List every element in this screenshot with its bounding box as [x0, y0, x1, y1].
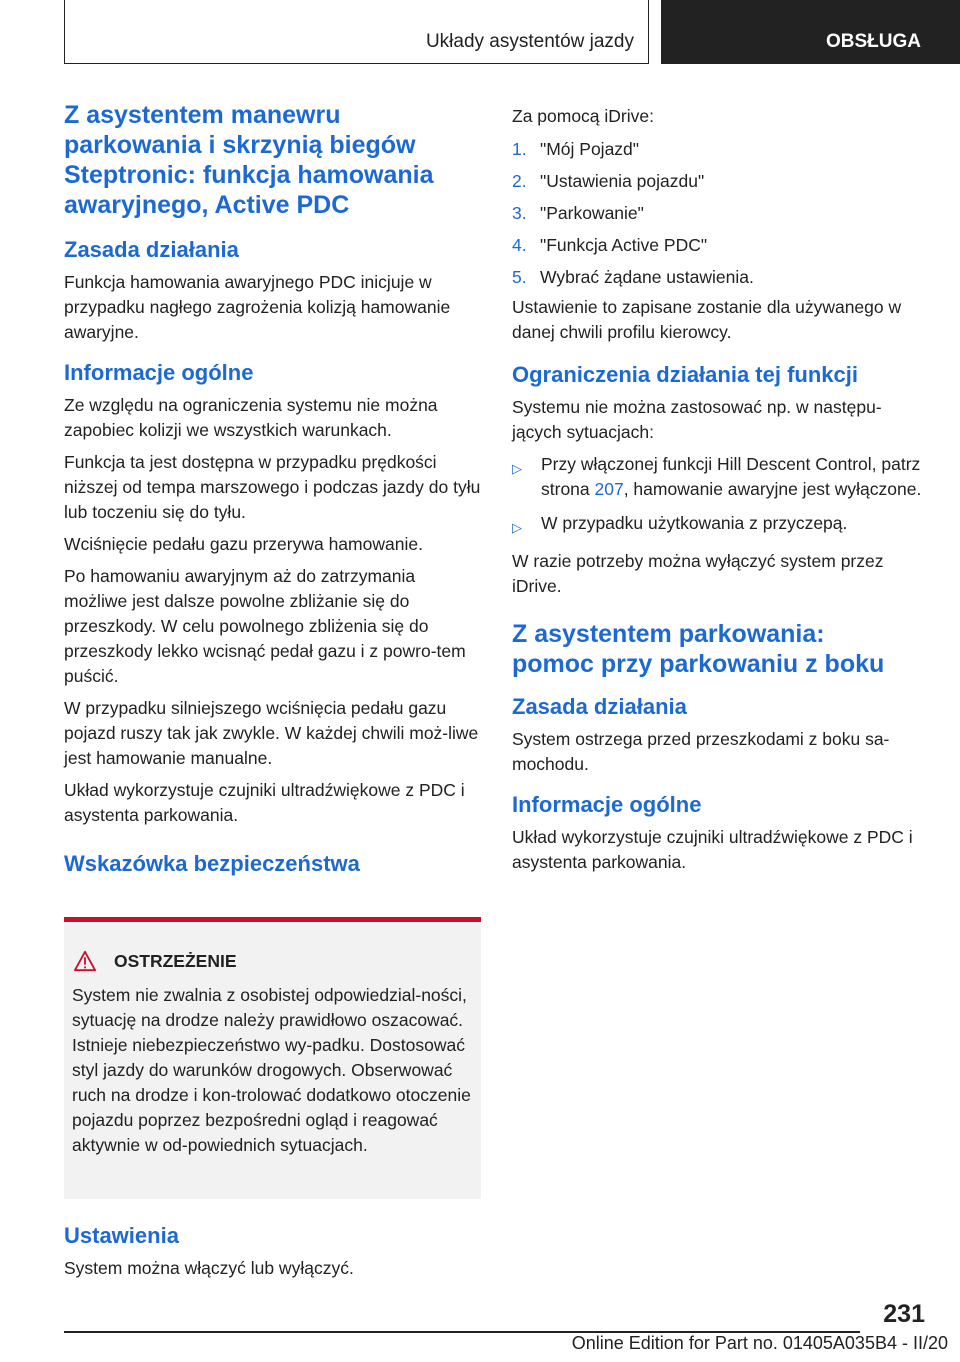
- general-paragraph: Układ wykorzystuje czujniki ultradźwiękowe z PDC i asystenta parkowania.: [64, 780, 465, 825]
- step-number: 3.: [512, 203, 527, 223]
- left-column: [64, 100, 482, 878]
- step-item: [512, 197, 922, 229]
- step-number: 2.: [512, 171, 527, 191]
- principle2-text: System ostrzega przed przeszkodami z boku sa-mochodu.: [512, 729, 890, 774]
- step-item: [512, 133, 922, 165]
- limits-item-text: [541, 452, 922, 502]
- section-heading-2: Z asystentem parkowania: pomoc przy parkowaniu z boku: [512, 620, 885, 678]
- general-paragraph: Funkcja ta jest dostępna w przypadku prędkości niższej od tempa marszowego i podczas jazdy do tyłu lub toczeniu się do tyłu.: [64, 452, 481, 522]
- limits-item: [512, 452, 922, 502]
- limits-item-text: W przypadku użytkowania z przyczepą.: [541, 513, 848, 533]
- bullet-text-post: , hamowanie awaryjne jest wyłączone.: [623, 479, 922, 499]
- page-number: 231: [883, 1300, 925, 1328]
- warning-header: [74, 950, 237, 972]
- limits-item: [512, 511, 922, 540]
- subheading-safety: Wskazówka bezpieczeństwa: [64, 851, 360, 876]
- step-text: "Ustawienia pojazdu": [540, 171, 705, 191]
- general-paragraph: Wciśnięcie pedału gazu przerywa hamowanie.: [64, 534, 423, 554]
- principle-text: Funkcja hamowania awaryjnego PDC inicjuje w przypadku nagłego zagrożenia kolizją hamowanie awaryjne.: [64, 272, 451, 342]
- step-number: 1.: [512, 139, 527, 159]
- step-text: "Mój Pojazd": [540, 139, 639, 159]
- header-title: Układy asystentów jazdy: [425, 31, 634, 52]
- general-paragraph: W przypadku silniejszego wciśnięcia pedału gazu pojazd ruszy tak jak zwykle. W każdej chwili moż-liwe jest hamowanie manualne.: [64, 698, 479, 768]
- general2-text: Układ wykorzystuje czujniki ultradźwiękowe z PDC i asystenta parkowania.: [512, 827, 913, 872]
- bullet-text-pre: Przy włączonej funkcji Hill Descent Control, patrz strona: [541, 454, 921, 499]
- step-number: 5.: [512, 267, 527, 287]
- general-paragraph: Po hamowaniu awaryjnym aż do zatrzymania możliwe jest dalsze powolne zbliżanie się do przeszkody. W celu powolnego zbliżenia się do przeszkody lekko wcisnąć pedał gazu i z powro-tem puścić.: [64, 566, 466, 686]
- warning-box: [64, 917, 481, 1199]
- footer-edition: Online Edition for Part no. 01405A035B4 - II/20: [571, 1333, 948, 1353]
- subheading-general-2: Informacje ogólne: [512, 792, 702, 817]
- triangle-bullet-icon: ▷: [512, 520, 522, 535]
- header-section-box: [661, 0, 960, 64]
- right-column: [512, 100, 922, 875]
- page-link[interactable]: 207: [594, 479, 624, 499]
- saved-text: Ustawienie to zapisane zostanie dla używanego w danej chwili profilu kierowcy.: [512, 297, 902, 342]
- subheading-principle-2: Zasada działania: [512, 694, 687, 719]
- subheading-settings: Ustawienia: [64, 1223, 179, 1248]
- general-paragraph: Ze względu na ograniczenia systemu nie można zapobiec kolizji we wszystkich warunkach.: [64, 395, 438, 440]
- step-number: 4.: [512, 235, 527, 255]
- settings-section: [64, 1222, 482, 1281]
- warning-text: System nie zwalnia z osobistej odpowiedzial-ności, sytuację na drodze należy prawidłowo oszacować. Istnieje niebezpieczeństwo wy-padku. Dostosować styl jazdy do warunków drogowych. Obserwować ruch na drodze i kon-trolować dodatkowo otoczenie pojazdu poprzez bezpośredni ogląd i reagować aktywnie w od-powiednich sytuacjach.: [72, 985, 471, 1155]
- settings-text: System można włączyć lub wyłączyć.: [64, 1258, 354, 1278]
- step-text: "Parkowanie": [540, 203, 644, 223]
- header-title-box: [64, 0, 649, 64]
- step-item: [512, 261, 922, 293]
- step-item: [512, 165, 922, 197]
- step-text: Wybrać żądane ustawienia.: [540, 267, 754, 287]
- subheading-principle: Zasada działania: [64, 237, 239, 262]
- subheading-general: Informacje ogólne: [64, 360, 254, 385]
- subheading-limits: Ograniczenia działania tej funkcji: [512, 362, 858, 387]
- triangle-bullet-icon: ▷: [512, 461, 522, 476]
- idrive-intro: Za pomocą iDrive:: [512, 106, 654, 126]
- limits-list: [512, 452, 922, 540]
- header-section: OBSŁUGA: [826, 31, 921, 52]
- step-text: "Funkcja Active PDC": [540, 235, 708, 255]
- step-list: [512, 133, 922, 293]
- deactivate-text: W razie potrzeby można wyłączyć system przez iDrive.: [512, 551, 884, 596]
- step-item: [512, 229, 922, 261]
- section-heading: Z asystentem manewru parkowania i skrzynią biegów Steptronic: funkcja hamowania awaryjnego, Active PDC: [64, 101, 434, 219]
- warning-triangle-icon: [74, 950, 96, 972]
- limits-intro: Systemu nie można zastosować np. w następu-jących sytuacjach:: [512, 397, 882, 442]
- warning-title: OSTRZEŻENIE: [114, 950, 237, 971]
